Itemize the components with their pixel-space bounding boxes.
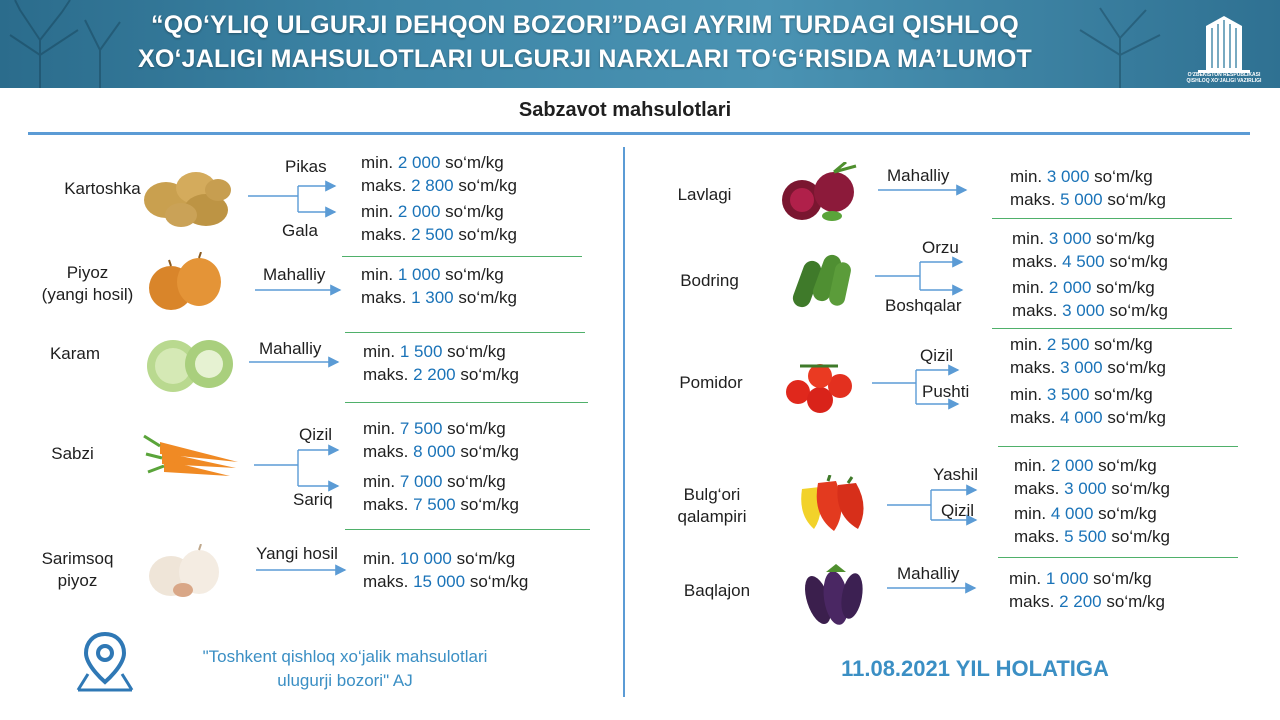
separator bbox=[342, 256, 582, 257]
variety-label-qizil: Qizil bbox=[920, 346, 954, 365]
price-min: min. 4 000 so‘m/kg bbox=[1014, 504, 1157, 523]
price-min: min. 2 000 so‘m/kg bbox=[1012, 278, 1155, 297]
price-min: min. 2 000 so‘m/kg bbox=[361, 202, 504, 221]
product-name-pomidor: Pomidor bbox=[679, 373, 743, 392]
price-max: maks. 2 200 so‘m/kg bbox=[363, 365, 519, 384]
variety-label-mahalliy: Mahalliy bbox=[887, 166, 950, 185]
variety-label-sariq: Sariq bbox=[293, 490, 333, 509]
variety-label-gala: Gala bbox=[282, 221, 318, 240]
price-max: maks. 5 000 so‘m/kg bbox=[1010, 190, 1166, 209]
beet-icon bbox=[776, 162, 866, 224]
price-max: maks. 3 000 so‘m/kg bbox=[1010, 358, 1166, 377]
column-divider bbox=[623, 147, 625, 697]
price-min: min. 1 000 so‘m/kg bbox=[1009, 569, 1152, 588]
price-min: min. 7 500 so‘m/kg bbox=[363, 419, 506, 438]
header-banner bbox=[0, 0, 1280, 88]
price-max: maks. 8 000 so‘m/kg bbox=[363, 442, 519, 461]
price-min: min. 3 500 so‘m/kg bbox=[1010, 385, 1153, 404]
price-max: maks. 5 500 so‘m/kg bbox=[1014, 527, 1170, 546]
potato-icon bbox=[136, 160, 236, 228]
variety-label-orzu: Orzu bbox=[922, 238, 959, 257]
separator bbox=[345, 529, 590, 530]
location-pin-icon bbox=[74, 630, 136, 694]
price-max: maks. 3 000 so‘m/kg bbox=[1014, 479, 1170, 498]
separator bbox=[998, 446, 1238, 447]
product-name-baqlajon: Baqlajon bbox=[683, 581, 751, 600]
garlic-icon bbox=[143, 544, 223, 600]
pepper-icon bbox=[794, 475, 874, 535]
title-line-2: XO‘JALIGI MAHSULOTLARI ULGURJI NARXLARI TO‘G‘RISIDA MA’LUMOT bbox=[138, 45, 1032, 73]
product-name-sabzi: Sabzi bbox=[51, 444, 94, 463]
page-title bbox=[0, 8, 1170, 76]
price-max: maks. 1 300 so‘m/kg bbox=[361, 288, 517, 307]
price-max: maks. 4 500 so‘m/kg bbox=[1012, 252, 1168, 271]
price-min: min. 7 000 so‘m/kg bbox=[363, 472, 506, 491]
separator bbox=[998, 557, 1238, 558]
price-min: min. 2 000 so‘m/kg bbox=[1014, 456, 1157, 475]
logo-caption: O‘ZBEKISTON RESPUBLIKASI QISHLOQ XO‘JALIGI VAZIRLIGI bbox=[1186, 72, 1262, 84]
price-max: maks. 15 000 so‘m/kg bbox=[363, 572, 529, 591]
carrot-icon bbox=[140, 432, 242, 478]
top-divider bbox=[28, 132, 1250, 135]
market-source: "Toshkent qishloq xo‘jalik mahsulotlari ulugurji bozori" AJ bbox=[202, 647, 488, 690]
price-max: maks. 3 000 so‘m/kg bbox=[1012, 301, 1168, 320]
price-min: min. 10 000 so‘m/kg bbox=[363, 549, 516, 568]
separator bbox=[992, 328, 1232, 329]
price-max: maks. 2 800 so‘m/kg bbox=[361, 176, 517, 195]
price-max: maks. 4 000 so‘m/kg bbox=[1010, 408, 1166, 427]
variety-label-mahalliy: Mahalliy bbox=[897, 564, 960, 583]
separator bbox=[992, 218, 1232, 219]
cabbage-icon bbox=[141, 332, 239, 394]
product-name-piyoz: Piyoz (yangi hosil) bbox=[41, 263, 134, 304]
variety-label-boshqalar: Boshqalar bbox=[885, 296, 962, 315]
price-min: min. 3 000 so‘m/kg bbox=[1012, 229, 1155, 248]
price-min: min. 3 000 so‘m/kg bbox=[1010, 167, 1153, 186]
price-max: maks. 2 500 so‘m/kg bbox=[361, 225, 517, 244]
price-max: maks. 7 500 so‘m/kg bbox=[363, 495, 519, 514]
cucumber-icon bbox=[792, 250, 854, 308]
product-name-kartoshka: Kartoshka bbox=[64, 179, 141, 198]
variety-label-mahalliy: Mahalliy bbox=[259, 339, 322, 358]
report-date: 11.08.2021 YIL HOLATIGA bbox=[841, 656, 1109, 681]
variety-label-yashil: Yashil bbox=[933, 465, 979, 484]
variety-label-yangi-hosil: Yangi hosil bbox=[256, 544, 338, 563]
tomato-icon bbox=[780, 356, 858, 414]
separator bbox=[345, 402, 588, 403]
product-name-qalampir: Bulg‘ori qalampiri bbox=[677, 485, 747, 526]
price-max: maks. 2 200 so‘m/kg bbox=[1009, 592, 1165, 611]
onion-icon bbox=[143, 252, 227, 314]
price-min: min. 2 500 so‘m/kg bbox=[1010, 335, 1153, 354]
variety-label-qizil: Qizil bbox=[299, 425, 333, 444]
product-name-bodring: Bodring bbox=[680, 271, 739, 290]
title-line-1: “QO‘YLIQ ULGURJI DEHQON BOZORI”DAGI AYRIM TURDAGI QISHLOQ bbox=[151, 11, 1019, 39]
product-name-karam: Karam bbox=[49, 344, 101, 363]
price-min: min. 1 000 so‘m/kg bbox=[361, 265, 504, 284]
variety-label-qizil: Qizil bbox=[941, 501, 975, 520]
variety-label-mahalliy: Mahalliy bbox=[263, 265, 326, 284]
product-name-lavlagi: Lavlagi bbox=[677, 185, 732, 204]
variety-label-pushti: Pushti bbox=[922, 382, 970, 401]
section-subtitle: Sabzavot mahsulotlari bbox=[518, 99, 732, 121]
eggplant-icon bbox=[796, 560, 868, 628]
product-name-sarimsoq: Sarimsoq piyoz bbox=[41, 549, 114, 590]
price-min: min. 1 500 so‘m/kg bbox=[363, 342, 506, 361]
variety-label-pikas: Pikas bbox=[285, 157, 327, 176]
separator bbox=[345, 332, 585, 333]
price-min: min. 2 000 so‘m/kg bbox=[361, 153, 504, 172]
